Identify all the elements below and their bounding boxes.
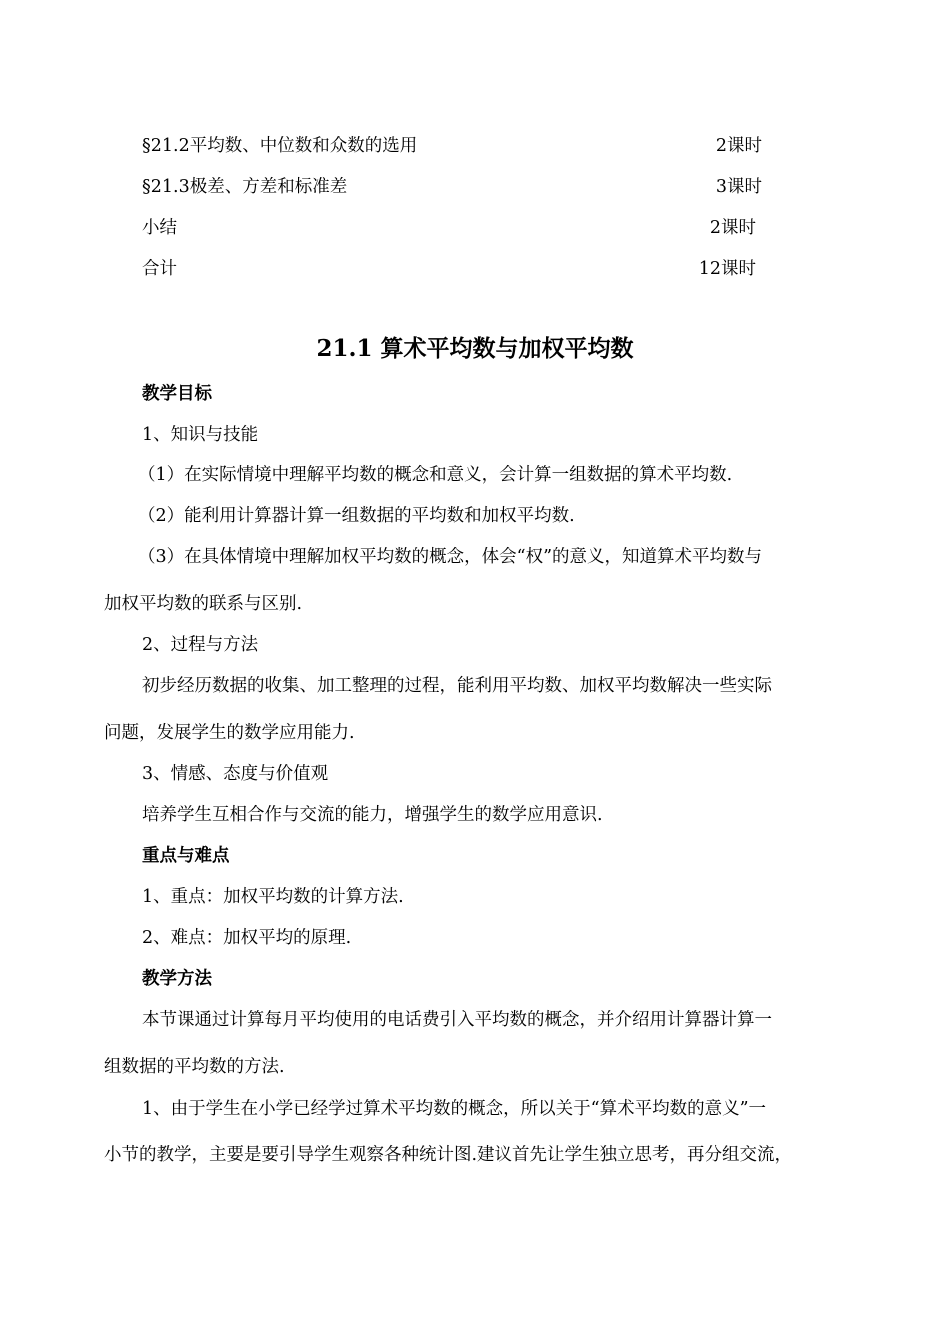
attitude-heading: 3、情感、态度与价值观 (142, 764, 329, 784)
toc-hours: 3课时 (715, 177, 762, 197)
objective-item-2: （2）能利用计算器计算一组数据的平均数和加权平均数. (138, 506, 575, 526)
process-line-2: 问题，发展学生的数学应用能力. (104, 723, 355, 743)
methods-heading: 教学方法 (142, 969, 212, 989)
toc-row (142, 175, 762, 199)
difficult-point: 2、难点：加权平均的原理. (142, 928, 352, 948)
attitude-text: 培养学生互相合作与交流的能力，增强学生的数学应用意识. (142, 805, 603, 825)
methods-paragraph-1-line-2: 组数据的平均数的方法. (104, 1057, 285, 1077)
toc-hours: 2课时 (709, 218, 756, 238)
toc-title: §21.2平均数、中位数和众数的选用 (142, 136, 418, 156)
methods-paragraph-2-line-1: 1、由于学生在小学已经学过算术平均数的概念，所以关于“算术平均数的意义”一 (142, 1099, 767, 1119)
toc-hours: 2课时 (715, 136, 762, 156)
toc-hours: 12课时 (698, 259, 756, 279)
objective-item-3-line-2: 加权平均数的联系与区别. (104, 594, 303, 614)
key-points-heading: 重点与难点 (142, 846, 230, 866)
section-title: 21.1 算术平均数与加权平均数 (316, 335, 634, 362)
process-line-1: 初步经历数据的收集、加工整理的过程，能利用平均数、加权平均数解决一些实际 (142, 676, 772, 696)
toc-title: §21.3极差、方差和标准差 (142, 177, 348, 197)
objectives-heading: 教学目标 (142, 384, 212, 404)
process-heading: 2、过程与方法 (142, 635, 259, 655)
toc-title: 小结 (142, 218, 177, 238)
methods-paragraph-1-line-1: 本节课通过计算每月平均使用的电话费引入平均数的概念，并介绍用计算器计算一 (142, 1010, 772, 1030)
objective-item-3-line-1: （3）在具体情境中理解加权平均数的概念，体会“权”的意义，知道算术平均数与 (138, 547, 763, 567)
methods-paragraph-2-line-2: 小节的教学，主要是要引导学生观察各种统计图.建议首先让学生独立思考，再分组交流， (104, 1145, 793, 1165)
toc-row (142, 257, 762, 281)
toc-row (142, 216, 762, 240)
objective-item-1: （1）在实际情境中理解平均数的概念和意义，会计算一组数据的算术平均数. (138, 465, 733, 485)
toc-row (142, 134, 762, 158)
toc-title: 合计 (142, 259, 177, 279)
knowledge-heading: 1、知识与技能 (142, 425, 259, 445)
key-point: 1、重点：加权平均数的计算方法. (142, 887, 404, 907)
